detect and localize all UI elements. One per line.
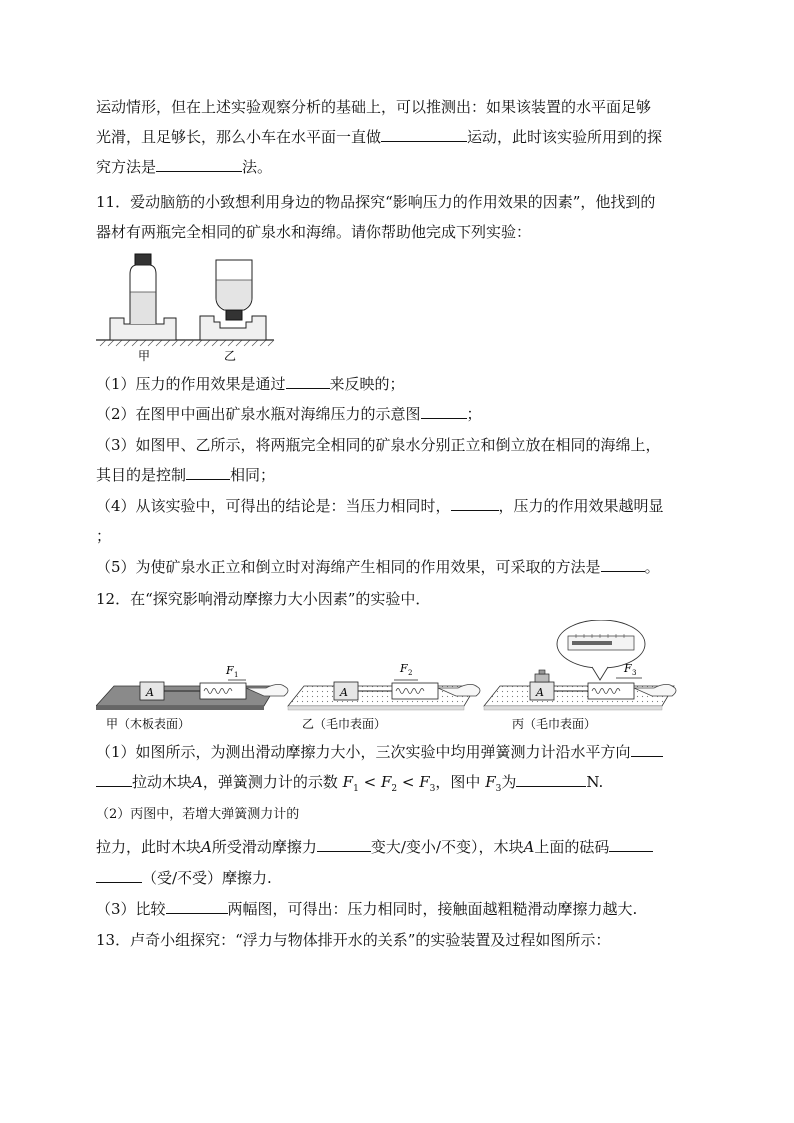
text: 运动，此时该实验所用到的探 — [467, 128, 663, 146]
text: 法。 — [242, 158, 273, 176]
text-line-1 — [96, 97, 651, 117]
part-2 — [96, 404, 482, 424]
label-jia: 甲 — [138, 349, 151, 362]
text: 上面的砝码 — [534, 838, 610, 856]
text: 相同； — [230, 466, 276, 484]
answer-blank[interactable] — [601, 557, 645, 572]
text: （3）如图甲、乙所示，将两瓶完全相同的矿泉水分别正立和倒立放在相同的海绵上， — [96, 436, 661, 454]
part-5 — [96, 557, 660, 577]
force-f2-label: F — [400, 662, 408, 675]
text: （3）比较 — [96, 900, 166, 918]
answer-blank[interactable] — [631, 742, 663, 757]
block-a-label: A — [536, 686, 544, 699]
block-a-label: A — [340, 686, 348, 699]
text: 究方法是 — [96, 158, 157, 176]
part-3-line-2 — [96, 465, 275, 485]
q12-part-1-line-2 — [96, 772, 603, 799]
answer-blank[interactable] — [96, 868, 142, 883]
answer-blank[interactable] — [166, 899, 228, 914]
text: （1）压力的作用效果是通过 — [96, 375, 286, 393]
friction-diagram — [96, 620, 696, 736]
setup-yi — [288, 662, 480, 710]
text: （1）如图所示，为测出滑动摩擦力大小，三次实验中均用弹簧测力计沿水平方向 — [96, 743, 631, 761]
text: （4）从该实验中，可得出的结论是：当压力相同时， — [96, 497, 451, 515]
part-4-tail — [96, 526, 111, 546]
text: 变大/变小/不变），木块 — [370, 838, 524, 856]
force-f2-subscript: 2 — [408, 669, 413, 677]
text: ； — [466, 405, 482, 423]
bottle-sponge-diagram — [96, 250, 286, 362]
answer-blank[interactable] — [156, 157, 242, 172]
text: 所受滑动摩擦力 — [211, 838, 317, 856]
text: （5）为使矿泉水正立和倒立时对海绵产生相同的作用效果，可采取的方法是 — [96, 558, 601, 576]
text: 光滑，且足够长，那么小车在水平面一直做 — [96, 128, 382, 146]
text-line-2 — [96, 127, 662, 147]
question-12 — [96, 589, 430, 609]
text: 其目的是控制 — [96, 466, 187, 484]
q12-part-2-line-3 — [96, 868, 272, 888]
text: 运动情形，但在上述实验观察分析的基础上，可以推测出：如果该装置的水平面足够 — [96, 98, 652, 116]
symbol-a: A — [523, 838, 535, 856]
label-yi: 乙 — [224, 349, 237, 362]
text: ，压力的作用效果越明显 — [498, 497, 664, 515]
q12-part-3 — [96, 899, 637, 919]
caption-bing: 丙（毛巾表面） — [512, 717, 597, 731]
q12-part-2-line-1 — [96, 805, 299, 825]
caption-jia: 甲（木板表面） — [106, 717, 191, 731]
question-11-line-2 — [96, 222, 531, 242]
text: 器材有两瓶完全相同的矿泉水和海绵。请你帮助他完成下列实验： — [96, 223, 532, 241]
q12-part-1-line-1 — [96, 742, 663, 762]
answer-blank[interactable] — [317, 837, 371, 852]
answer-blank[interactable] — [421, 404, 467, 419]
text: 。 — [644, 558, 660, 576]
symbol-a: A — [192, 773, 203, 791]
text: 12．在“探究影响滑动摩擦力大小因素”的实验中． — [96, 590, 431, 608]
setup-bing — [484, 620, 676, 710]
force-f3-label: F — [624, 662, 632, 675]
force-f3-subscript: 3 — [632, 669, 637, 677]
subscript: 3 — [495, 784, 502, 794]
symbol-f: F — [485, 773, 496, 791]
weight-block — [535, 674, 549, 682]
setup-jia — [96, 664, 288, 710]
answer-blank[interactable] — [286, 374, 330, 389]
text: 为 — [501, 773, 517, 791]
text: ，弹簧测力计的示数 — [202, 773, 338, 791]
question-11-line-1 — [96, 192, 655, 212]
q12-part-2-line-2 — [96, 837, 653, 857]
subscript: 1 — [353, 784, 359, 794]
text: （2）在图甲中画出矿泉水瓶对海绵压力的示意图 — [96, 405, 421, 423]
bottle-sponge-figure — [96, 250, 286, 362]
text: （受/不受）摩擦力. — [142, 869, 272, 887]
caption-yi: 乙（毛巾表面） — [302, 717, 387, 731]
text: N. — [586, 773, 604, 791]
text: 11．爱动脑筋的小致想利用身边的物品探究“影响压力的作用效果的因素”，他找到的 — [96, 193, 656, 211]
text: ； — [96, 527, 112, 545]
block-a-label: A — [146, 686, 154, 699]
part-4 — [96, 496, 664, 516]
text: 13．卢奇小组探究：“浮力与物体排开水的关系”的实验装置及过程如图所示： — [96, 931, 611, 949]
friction-figure — [96, 620, 696, 736]
symbol-lt: < — [363, 773, 377, 791]
text: 来反映的； — [329, 375, 405, 393]
symbol-lt: < — [401, 773, 415, 791]
text: 拉动木块 — [132, 773, 193, 791]
symbol-f: F — [380, 773, 392, 791]
subscript: 2 — [391, 784, 398, 794]
subscript: 3 — [429, 784, 436, 794]
symbol-f: F — [342, 773, 354, 791]
part-3-line-1 — [96, 435, 661, 455]
answer-blank[interactable] — [381, 127, 467, 142]
part-1 — [96, 374, 405, 394]
answer-blank[interactable] — [516, 772, 586, 787]
text: 拉力，此时木块 — [96, 838, 202, 856]
symbol-a: A — [201, 838, 212, 856]
bottle-cap — [135, 254, 151, 265]
text-line-3 — [96, 157, 272, 177]
symbol-f: F — [419, 773, 430, 791]
text: 两幅图，可得出：压力相同时，接触面越粗糙滑动摩擦力越大. — [227, 900, 638, 918]
force-f1-label: F — [226, 664, 234, 677]
text: ，图中 — [435, 773, 481, 791]
answer-blank[interactable] — [609, 837, 653, 852]
text: （2）丙图中，若增大弹簧测力计的 — [96, 807, 300, 822]
answer-blank[interactable] — [451, 496, 499, 511]
answer-blank[interactable] — [186, 465, 230, 480]
question-13 — [96, 930, 610, 950]
force-f1-subscript: 1 — [234, 671, 239, 679]
answer-blank[interactable] — [96, 772, 132, 787]
